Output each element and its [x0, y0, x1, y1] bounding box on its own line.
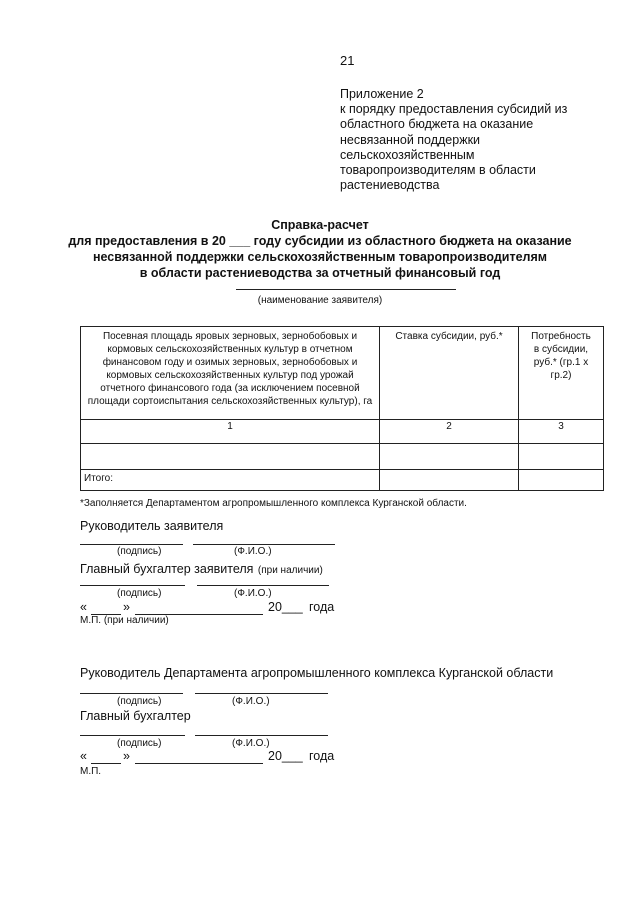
appendix-line: Приложение 2: [340, 87, 424, 101]
fio-caption: (Ф.И.О.): [234, 588, 272, 599]
fio-caption: (Ф.И.О.): [232, 696, 270, 707]
applicant-name-caption: (наименование заявителя): [257, 295, 383, 306]
signature-caption: (подпись): [117, 738, 162, 749]
fio-caption: (Ф.И.О.): [234, 546, 272, 557]
date-close: »: [123, 600, 130, 614]
table-cell: [380, 470, 519, 491]
footnote: *Заполняется Департаментом агропромышленного комплекса Курганской области.: [80, 498, 467, 509]
document-subtitle-line: несвязанной поддержки сельскохозяйственным товаропроизводителям: [92, 250, 548, 264]
date-close: »: [123, 749, 130, 763]
signature-line: [80, 735, 185, 736]
fio-line: [195, 735, 328, 736]
table-cell: [519, 444, 604, 470]
date-year-word: года: [309, 749, 335, 763]
fio-caption: (Ф.И.О.): [232, 738, 270, 749]
table-cell: [81, 444, 380, 470]
table-column-number: 2: [380, 420, 519, 444]
appendix-line: сельскохозяйственным: [340, 147, 475, 162]
table-total-label: Итого:: [81, 470, 380, 491]
table-cell: [380, 444, 519, 470]
stamp-label: М.П. (при наличии): [80, 615, 169, 626]
fio-line: [193, 544, 335, 545]
signature-line: [80, 693, 183, 694]
accountant-note: (при наличии): [257, 565, 323, 576]
table-header-rate: Ставка субсидии, руб.*: [380, 327, 519, 420]
appendix-line: несвязанной поддержки: [340, 132, 481, 147]
date-open: «: [80, 749, 87, 763]
appendix-block: [340, 87, 567, 193]
document-subtitle-line: в области растениеводства за отчетный финансовый год: [139, 266, 501, 280]
table-header-area: Посевная площадь яровых зерновых, зернобобовых и кормовых сельскохозяйственных культур в отчетном финансовом году и озимых зерновых, зернобобовых и кормовых сельскохозяйственных культур под урожай отчетного финансового года (за исключением посевной площади сортоиспытания сельскохозяйственных культур), га: [81, 327, 380, 420]
accountant-label: Главный бухгалтер заявителя: [80, 562, 254, 576]
table-column-number: 3: [519, 420, 604, 444]
signature-line: [80, 585, 185, 586]
appendix-line: товаропроизводителям в области: [340, 163, 536, 178]
table-cell: [519, 470, 604, 491]
date-day-line: [91, 763, 121, 764]
department-accountant-label: Главный бухгалтер: [80, 709, 191, 723]
appendix-line: растениеводства: [340, 178, 440, 193]
table-header-need: Потребность в субсидии, руб.* (гр.1 х гр.2): [519, 327, 604, 420]
date-year-word: года: [309, 600, 335, 614]
fio-line: [197, 585, 329, 586]
department-head-label: Руководитель Департамента агропромышленного комплекса Курганской области: [80, 666, 554, 680]
document-subtitle-line: для предоставления в 20 ___ году субсидии из областного бюджета на оказание: [68, 234, 572, 248]
stamp-label: М.П.: [80, 766, 102, 777]
signature-caption: (подпись): [117, 546, 162, 557]
appendix-line: к порядку предоставления субсидий из: [340, 102, 568, 117]
signature-line: [80, 544, 183, 545]
page-number: 21: [340, 53, 355, 68]
date-month-line: [135, 763, 263, 764]
calculation-table: [80, 326, 604, 491]
date-year: 20___: [268, 749, 303, 763]
date-open: «: [80, 600, 87, 614]
date-year: 20___: [268, 600, 303, 614]
accountant-row: [80, 560, 323, 578]
applicant-name-line: [236, 289, 456, 290]
document-title: Справка-расчет: [271, 218, 369, 232]
fio-line: [195, 693, 328, 694]
applicant-head-label: Руководитель заявителя: [80, 519, 224, 533]
appendix-line: областного бюджета на оказание: [340, 117, 534, 132]
table-column-number: 1: [81, 420, 380, 444]
signature-caption: (подпись): [117, 588, 162, 599]
signature-caption: (подпись): [117, 696, 162, 707]
